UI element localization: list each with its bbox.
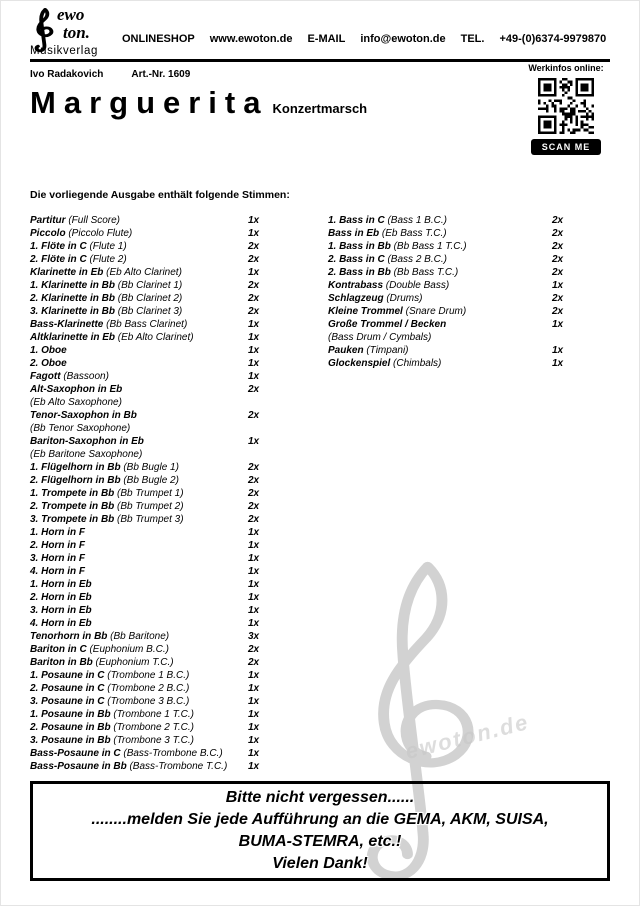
list-item [30, 539, 270, 552]
list-item [30, 214, 270, 227]
quantity: 2x [552, 254, 564, 265]
instrument-name: Piccolo [30, 228, 66, 239]
instrument-name: 2. Posaune in Bb [30, 722, 111, 733]
email-address: info@ewoton.de [360, 33, 446, 45]
instrument-name: 2. Trompete in Bb [30, 501, 115, 512]
gema-notice-box [30, 781, 610, 881]
list-item [30, 630, 270, 643]
instrument-name: Tenorhorn in Bb [30, 631, 108, 642]
quantity: 2x [248, 306, 260, 317]
instrument-name: Bariton in C [30, 644, 87, 655]
quantity: 1x [248, 722, 260, 733]
list-item [328, 305, 574, 318]
quantity: 2x [552, 241, 564, 252]
quantity: 1x [248, 527, 260, 538]
quantity: 1x [552, 345, 564, 356]
list-item [30, 708, 270, 721]
list-item [30, 617, 270, 630]
quantity: 1x [248, 436, 260, 447]
notice-line: BUMA-STEMRA, etc.! [238, 833, 402, 850]
contact-line [122, 33, 606, 45]
instrument-detail: (Eb Alto Clarinet) [115, 332, 194, 343]
quantity: 2x [248, 384, 260, 395]
instrument-name: 3. Posaune in Bb [30, 735, 111, 746]
quantity: 2x [552, 215, 564, 226]
list-item [30, 526, 270, 539]
instrument-detail: (Euphonium B.C.) [86, 644, 169, 655]
tel-label: TEL. [460, 33, 485, 45]
list-item [30, 591, 270, 604]
instrumentation-list [0, 214, 640, 773]
quantity: 1x [248, 371, 260, 382]
quantity: 2x [248, 644, 260, 655]
instrument-detail: (Full Score) [65, 215, 121, 226]
watermark-text: ewoton.de [402, 709, 532, 764]
instrument-detail: (Flute 1) [86, 241, 127, 252]
instrument-name: 1. Posaune in C [30, 670, 105, 681]
instrument-name: 3. Trompete in Bb [30, 514, 115, 525]
list-item [30, 331, 270, 344]
header-divider [30, 59, 610, 62]
quantity: 1x [248, 319, 260, 330]
instrument-name: 2. Bass in C [328, 254, 385, 265]
quantity: 1x [248, 358, 260, 369]
instrument-name: Bass-Klarinette [30, 319, 104, 330]
composer-name: Ivo Radakovich [30, 69, 104, 80]
instrument-detail: (Bb Bass T.C.) [390, 267, 459, 278]
brand-subtitle: Musikverlag [30, 45, 98, 57]
instrument-name: Kleine Trommel [328, 306, 403, 317]
instrument-detail: (Bb Bugle 2) [120, 475, 179, 486]
list-item [30, 357, 270, 370]
quantity: 1x [248, 566, 260, 577]
quantity: 2x [248, 475, 260, 486]
list-item [30, 656, 270, 669]
instrument-name: 2. Flöte in C [30, 254, 87, 265]
instrument-name: 3. Horn in F [30, 553, 85, 564]
instrument-detail: (Flute 2) [86, 254, 127, 265]
instrument-detail: (Eb Alto Saxophone) [30, 397, 122, 408]
quantity: 2x [248, 293, 260, 304]
instrument-name: 1. Horn in F [30, 527, 85, 538]
list-item [30, 513, 270, 526]
instrument-detail: (Chimbals) [390, 358, 442, 369]
quantity: 1x [552, 319, 564, 330]
quantity: 1x [248, 332, 260, 343]
quantity: 1x [552, 358, 564, 369]
instrument-detail: (Bass-Trombone B.C.) [120, 748, 223, 759]
instrument-name: 2. Posaune in C [30, 683, 105, 694]
list-item [30, 565, 270, 578]
list-item [30, 747, 270, 760]
page-header [0, 0, 640, 63]
quantity: 2x [248, 410, 260, 421]
list-item [328, 318, 574, 344]
instrument-name: Schlagzeug [328, 293, 384, 304]
list-item [30, 240, 270, 253]
instrument-detail: (Drums) [383, 293, 423, 304]
instrument-name: 1. Flöte in C [30, 241, 87, 252]
quantity: 1x [248, 579, 260, 590]
quantity: 2x [248, 488, 260, 499]
quantity: 2x [552, 228, 564, 239]
quantity: 1x [248, 696, 260, 707]
instrument-detail: (Eb Alto Clarinet) [103, 267, 182, 278]
onlineshop-url: www.ewoton.de [209, 33, 293, 45]
list-item [30, 695, 270, 708]
instrument-name: Pauken [328, 345, 364, 356]
list-item [328, 292, 574, 305]
instrument-name: 1. Oboe [30, 345, 67, 356]
email-label: E-MAIL [307, 33, 346, 45]
instrument-detail: (Bb Clarinet 1) [115, 280, 183, 291]
instrument-detail: (Bb Trumpet 2) [114, 501, 184, 512]
instrument-name: Große Trommel / Becken [328, 319, 447, 330]
quantity: 1x [248, 761, 260, 772]
qr-code [538, 78, 594, 134]
instrument-detail: (Double Bass) [383, 280, 450, 291]
title-block [0, 63, 640, 179]
instrument-name: 1. Trompete in Bb [30, 488, 115, 499]
notice-line: Bitte nicht vergessen...... [225, 789, 415, 806]
list-item [30, 734, 270, 747]
instrument-detail: (Bb Trumpet 1) [114, 488, 184, 499]
instrument-detail: (Bb Bugle 1) [120, 462, 179, 473]
quantity: 1x [248, 709, 260, 720]
instrument-detail: (Bb Clarinet 3) [115, 306, 183, 317]
instrument-name: Kontrabass [328, 280, 384, 291]
quantity: 3x [248, 631, 260, 642]
list-item [30, 643, 270, 656]
quantity: 2x [248, 241, 260, 252]
instrument-detail: (Bb Tenor Saxophone) [30, 423, 131, 434]
instrument-detail: (Piccolo Flute) [65, 228, 133, 239]
quantity: 1x [248, 345, 260, 356]
quantity: 1x [248, 618, 260, 629]
list-item [328, 253, 574, 266]
quantity: 2x [248, 462, 260, 473]
instrument-detail: (Eb Bass T.C.) [379, 228, 447, 239]
instrument-detail: (Euphonium T.C.) [92, 657, 174, 668]
quantity: 2x [552, 306, 564, 317]
quantity: 1x [248, 735, 260, 746]
instrument-detail: (Snare Drum) [402, 306, 467, 317]
list-item [30, 383, 270, 409]
instrument-name: Klarinette in Eb [30, 267, 104, 278]
list-item [328, 240, 574, 253]
instrument-name: 1. Bass in C [328, 215, 385, 226]
page-title: Marguerita [30, 85, 269, 120]
instrument-name: Bass-Posaune in Bb [30, 761, 127, 772]
instrument-name: 1. Klarinette in Bb [30, 280, 116, 291]
instrument-detail: (Bb Trumpet 3) [114, 514, 184, 525]
notice-line: ........melden Sie jede Aufführung an die GEMA, AKM, SUISA, [91, 811, 549, 828]
article-number: Art.-Nr. 1609 [131, 69, 191, 80]
instrument-detail: (Bassoon) [60, 371, 109, 382]
list-item [30, 370, 270, 383]
brand-wordmark [57, 6, 90, 42]
list-item [30, 253, 270, 266]
list-item [30, 578, 270, 591]
tel-number: +49-(0)6374-9979870 [499, 33, 607, 45]
instrument-name: 3. Posaune in C [30, 696, 105, 707]
instrument-column-left [30, 214, 270, 773]
quantity: 1x [248, 540, 260, 551]
list-item [328, 227, 574, 240]
list-item [30, 487, 270, 500]
list-item [30, 227, 270, 240]
werkinfos-label: Werkinfos online: [528, 63, 604, 73]
instrument-detail: (Trombone 2 B.C.) [104, 683, 190, 694]
quantity: 2x [248, 280, 260, 291]
ewoton-logo [30, 7, 130, 61]
list-item [328, 279, 574, 292]
instrument-name: 4. Horn in Eb [30, 618, 92, 629]
instrument-detail: (Bass 2 B.C.) [384, 254, 447, 265]
instrument-column-right [328, 214, 574, 773]
list-item [30, 435, 270, 461]
quantity: 1x [248, 605, 260, 616]
list-item [30, 552, 270, 565]
intro-line: Die vorliegende Ausgabe enthält folgende Stimmen: [30, 189, 290, 201]
list-item [328, 357, 574, 370]
quantity: 2x [248, 657, 260, 668]
list-item [30, 279, 270, 292]
instrument-name: 4. Horn in F [30, 566, 85, 577]
instrument-name: Bariton in Bb [30, 657, 93, 668]
instrument-detail: (Trombone 3 B.C.) [104, 696, 190, 707]
list-item [30, 409, 270, 435]
list-item [30, 760, 270, 773]
instrument-name: 2. Horn in F [30, 540, 85, 551]
instrument-detail: (Bass 1 B.C.) [384, 215, 447, 226]
list-item [30, 682, 270, 695]
quantity: 1x [248, 215, 260, 226]
instrument-name: 2. Bass in Bb [328, 267, 391, 278]
instrument-name: 2. Horn in Eb [30, 592, 92, 603]
instrument-detail: (Trombone 1 T.C.) [110, 709, 194, 720]
quantity: 2x [248, 254, 260, 265]
onlineshop-label: ONLINESHOP [122, 33, 195, 45]
instrument-name: 2. Flügelhorn in Bb [30, 475, 121, 486]
instrument-name: Glockenspiel [328, 358, 391, 369]
instrument-name: Bass in Eb [328, 228, 380, 239]
quantity: 1x [248, 670, 260, 681]
list-item [30, 721, 270, 734]
instrument-detail: (Bb Baritone) [107, 631, 170, 642]
instrument-detail: (Bass Drum / Cymbals) [328, 332, 432, 343]
instrument-name: Alt-Saxophon in Eb [30, 384, 123, 395]
quantity: 2x [248, 514, 260, 525]
list-item [30, 344, 270, 357]
quantity: 1x [248, 748, 260, 759]
instrument-name: Partitur [30, 215, 66, 226]
instrument-name: 2. Klarinette in Bb [30, 293, 116, 304]
instrument-detail: (Timpani) [363, 345, 409, 356]
instrument-name: Fagott [30, 371, 61, 382]
instrument-detail: (Bb Clarinet 2) [115, 293, 183, 304]
quantity: 1x [248, 592, 260, 603]
list-item [30, 669, 270, 682]
instrument-name: Tenor-Saxophon in Bb [30, 410, 137, 421]
list-item [30, 474, 270, 487]
instrument-name: 3. Klarinette in Bb [30, 306, 116, 317]
list-item [328, 344, 574, 357]
list-item [30, 305, 270, 318]
list-item [30, 604, 270, 617]
instrument-detail: (Eb Baritone Saxophone) [30, 449, 143, 460]
instrument-detail: (Trombone 3 T.C.) [110, 735, 194, 746]
brand-bottom: ton. [63, 23, 90, 42]
quantity: 1x [552, 280, 564, 291]
instrument-detail: (Bb Bass 1 T.C.) [390, 241, 467, 252]
list-item [328, 214, 574, 227]
quantity: 1x [248, 267, 260, 278]
list-item [30, 318, 270, 331]
quantity: 1x [248, 228, 260, 239]
instrument-name: 1. Posaune in Bb [30, 709, 111, 720]
instrument-name: 1. Flügelhorn in Bb [30, 462, 121, 473]
instrument-name: 2. Oboe [30, 358, 67, 369]
list-item [30, 500, 270, 513]
instrument-detail: (Bass-Trombone T.C.) [126, 761, 228, 772]
instrument-name: 1. Horn in Eb [30, 579, 92, 590]
quantity: 1x [248, 683, 260, 694]
werkinfos-block [520, 63, 612, 155]
title-subtitle: Konzertmarsch [272, 101, 368, 116]
instrument-name: Bass-Posaune in C [30, 748, 121, 759]
instrument-detail: (Bb Bass Clarinet) [103, 319, 188, 330]
quantity: 2x [248, 501, 260, 512]
instrument-name: 1. Bass in Bb [328, 241, 391, 252]
instrument-name: 3. Horn in Eb [30, 605, 92, 616]
instrument-detail: (Trombone 2 T.C.) [110, 722, 194, 733]
list-item [30, 292, 270, 305]
instrument-name: Bariton-Saxophon in Eb [30, 436, 144, 447]
quantity: 2x [552, 267, 564, 278]
list-item [30, 266, 270, 279]
list-item [328, 266, 574, 279]
instrument-detail: (Trombone 1 B.C.) [104, 670, 190, 681]
quantity: 2x [552, 293, 564, 304]
instrument-name: Altklarinette in Eb [30, 332, 116, 343]
list-item [30, 461, 270, 474]
scan-me-badge: SCAN ME [531, 139, 602, 155]
quantity: 1x [248, 553, 260, 564]
notice-line: Vielen Dank! [272, 855, 368, 872]
brand-top: ewo [57, 5, 85, 24]
